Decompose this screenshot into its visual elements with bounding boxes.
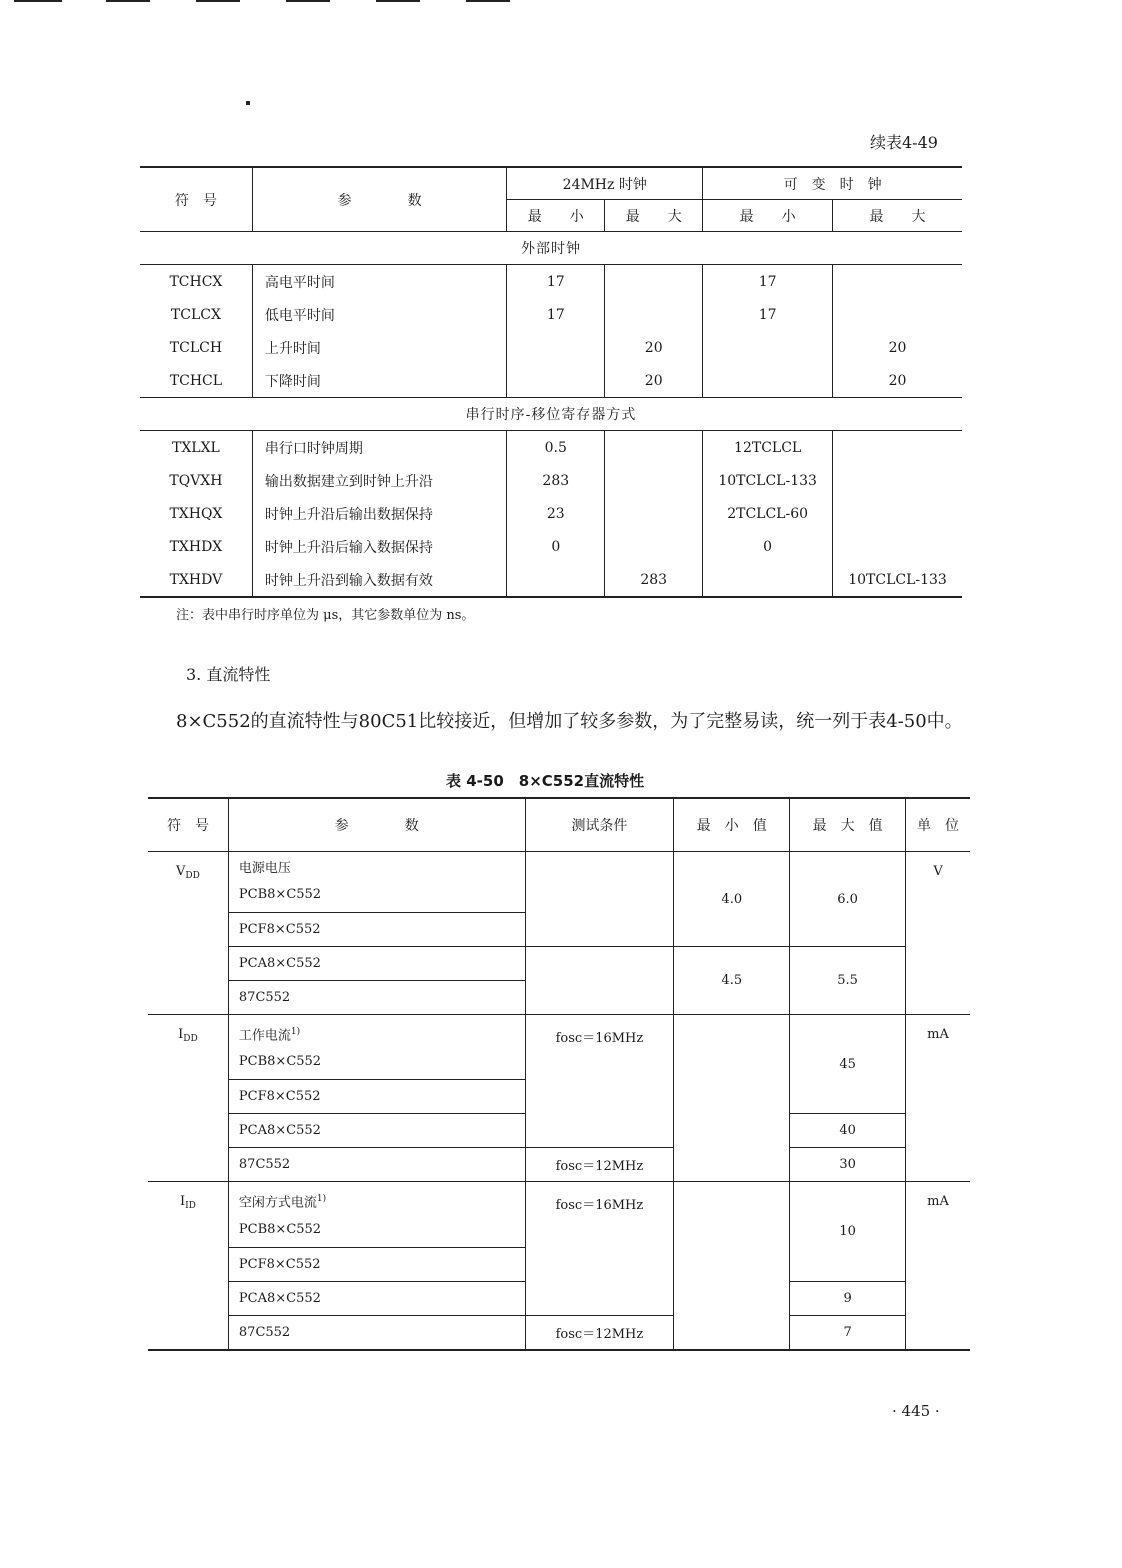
- cell-value: [833, 464, 962, 497]
- cell-condition: [525, 947, 674, 1015]
- table-row: [148, 852, 970, 913]
- cell-condition: [525, 852, 674, 947]
- cell-symbol: TXHQX: [140, 497, 252, 530]
- cell-value: 17: [703, 298, 833, 331]
- header-variable-clock: 可 变 时 钟: [703, 167, 962, 200]
- table-row: [148, 1015, 970, 1080]
- cell-value: 20: [888, 372, 907, 389]
- cell-symbol: $I_{DD}$: [148, 1015, 228, 1182]
- cell-param: 时钟上升沿后输出数据保持: [252, 497, 506, 530]
- cell-min: [674, 1182, 790, 1350]
- section-serial-timing: 串行时序-移位寄存器方式: [140, 398, 962, 431]
- cell-symbol: TQVXH: [140, 464, 252, 497]
- cell-max: 10: [790, 1182, 906, 1281]
- cell-value: [605, 431, 703, 465]
- cell-symbol: TXHDX: [140, 530, 252, 563]
- cell-unit: V: [906, 852, 970, 1015]
- cell-param: 87C552: [228, 1148, 525, 1182]
- section-title: 3. 直流特性: [186, 665, 271, 684]
- header-symbol: 符 号: [140, 167, 252, 232]
- header-max: 最 大: [833, 200, 962, 232]
- cell-value: 283: [507, 464, 605, 497]
- cell-symbol: TCLCX: [140, 298, 252, 331]
- cell-symbol: TXLXL: [140, 431, 252, 465]
- cell-condition: fosc＝16MHz: [525, 1015, 674, 1148]
- cell-value: [507, 364, 605, 398]
- table-row: [148, 1148, 970, 1182]
- cell-value: 23: [507, 497, 605, 530]
- cell-condition: fosc＝16MHz: [525, 1182, 674, 1315]
- cell-param: 工作电流$^{1)}$ PCB8×C552: [228, 1015, 525, 1080]
- cell-value: 20: [888, 339, 907, 356]
- cell-min: 4.5: [674, 947, 790, 1015]
- cell-value: 17: [703, 265, 833, 299]
- cell-symbol: $V_{DD}$: [148, 852, 228, 1015]
- table-caption: 表 4-50 8×C552直流特性: [446, 772, 645, 790]
- cell-value: [833, 431, 962, 465]
- cell-value: [833, 497, 962, 530]
- top-rule: [106, 0, 150, 2]
- cell-min: 4.0: [674, 852, 790, 947]
- cell-value: [703, 331, 833, 364]
- cell-param: 输出数据建立到时钟上升沿: [252, 464, 506, 497]
- table-row: [140, 563, 962, 597]
- cell-min: [674, 1015, 790, 1182]
- cell-param: PCA8×C552: [228, 1114, 525, 1148]
- table-4-49: [140, 166, 962, 598]
- table-row: [140, 331, 962, 364]
- cell-value: 20: [605, 364, 703, 398]
- cell-value: [703, 364, 833, 398]
- cell-value: 0.5: [507, 431, 605, 465]
- cell-param: 低电平时间: [252, 298, 506, 331]
- cell-value: 283: [605, 563, 703, 597]
- cell-param: PCA8×C552: [228, 1281, 525, 1315]
- cell-max: 40: [790, 1114, 906, 1148]
- continued-label: 续表4-49: [870, 133, 938, 152]
- cell-param: 高电平时间: [252, 265, 506, 299]
- header-max: 最 大 值: [790, 798, 906, 852]
- cell-symbol: TCHCX: [140, 265, 252, 299]
- cell-param: PCA8×C552: [228, 947, 525, 981]
- cell-value: [605, 530, 703, 563]
- cell-max: 5.5: [790, 947, 906, 1015]
- cell-max: 7: [790, 1315, 906, 1350]
- cell-max: 9: [790, 1281, 906, 1315]
- cell-max: 30: [790, 1148, 906, 1182]
- top-rule: [14, 0, 62, 2]
- section-external-clock: 外部时钟: [140, 232, 962, 265]
- stray-mark: [246, 101, 250, 105]
- cell-param: 电源电压 PCB8×C552: [228, 852, 525, 913]
- cell-value: 12TCLCL: [703, 431, 833, 465]
- cell-param: 87C552: [228, 981, 525, 1015]
- header-min: 最 小 值: [674, 798, 790, 852]
- top-rule: [466, 0, 510, 2]
- header-max: 最 大: [605, 200, 703, 232]
- table-row: [140, 265, 962, 299]
- cell-param: 87C552: [228, 1315, 525, 1350]
- header-24mhz: 24MHz 时钟: [507, 167, 703, 200]
- top-rule: [286, 0, 330, 2]
- cell-param: 空闲方式电流$^{1)}$ PCB8×C552: [228, 1182, 525, 1247]
- cell-value: [507, 563, 605, 597]
- header-param: 参 数: [228, 798, 525, 852]
- cell-param: 时钟上升沿到输入数据有效: [252, 563, 506, 597]
- cell-value: 17: [507, 265, 605, 299]
- header-param: 参 数: [252, 167, 506, 232]
- table-row: [140, 464, 962, 497]
- cell-value: 0: [703, 530, 833, 563]
- table-row: [140, 364, 962, 398]
- table-note: 注：表中串行时序单位为 μs，其它参数单位为 ns。: [176, 608, 475, 623]
- cell-value: 20: [605, 331, 703, 364]
- table-row: [140, 497, 962, 530]
- cell-param: 串行口时钟周期: [252, 431, 506, 465]
- cell-symbol: $I_{ID}$: [148, 1182, 228, 1350]
- header-unit: 单 位: [906, 798, 970, 852]
- cell-value: [703, 563, 833, 597]
- cell-value: [605, 464, 703, 497]
- cell-max: 6.0: [790, 852, 906, 947]
- table-row: [148, 1182, 970, 1247]
- table-row: [140, 298, 962, 331]
- header-condition: 测试条件: [525, 798, 674, 852]
- cell-param: PCF8×C552: [228, 913, 525, 947]
- cell-unit: mA: [906, 1182, 970, 1350]
- page-number: · 445 ·: [892, 1402, 940, 1420]
- cell-max: 45: [790, 1015, 906, 1114]
- cell-value: [605, 265, 703, 299]
- cell-value: [605, 497, 703, 530]
- cell-value: 10TCLCL-133: [833, 563, 962, 597]
- cell-param: 上升时间: [252, 331, 506, 364]
- header-symbol: 符 号: [148, 798, 228, 852]
- cell-condition: fosc＝12MHz: [525, 1148, 674, 1182]
- cell-value: [833, 265, 962, 299]
- body-paragraph: 8×C552的直流特性与80C51比较接近，但增加了较多参数，为了完整易读，统一列于表4-50中。: [176, 711, 963, 732]
- table-row: [148, 947, 970, 981]
- cell-symbol: TXHDV: [140, 563, 252, 597]
- cell-param: PCF8×C552: [228, 1080, 525, 1114]
- header-min: 最 小: [507, 200, 605, 232]
- table-4-50: [148, 797, 970, 1351]
- table-row: [148, 1315, 970, 1350]
- cell-unit: mA: [906, 1015, 970, 1182]
- cell-value: [833, 298, 962, 331]
- cell-param: 时钟上升沿后输入数据保持: [252, 530, 506, 563]
- cell-value: 10TCLCL-133: [703, 464, 833, 497]
- cell-value: 0: [507, 530, 605, 563]
- cell-symbol: TCHCL: [140, 364, 252, 398]
- cell-condition: fosc＝12MHz: [525, 1315, 674, 1350]
- cell-symbol: TCLCH: [140, 331, 252, 364]
- header-min: 最 小: [703, 200, 833, 232]
- cell-value: [507, 331, 605, 364]
- cell-value: 2TCLCL-60: [703, 497, 833, 530]
- top-rule: [376, 0, 420, 2]
- table-row: [140, 431, 962, 465]
- cell-value: [605, 298, 703, 331]
- cell-value: [833, 530, 962, 563]
- cell-param: PCF8×C552: [228, 1247, 525, 1281]
- top-rule: [196, 0, 240, 2]
- cell-param: 下降时间: [252, 364, 506, 398]
- cell-value: 17: [507, 298, 605, 331]
- table-row: [140, 530, 962, 563]
